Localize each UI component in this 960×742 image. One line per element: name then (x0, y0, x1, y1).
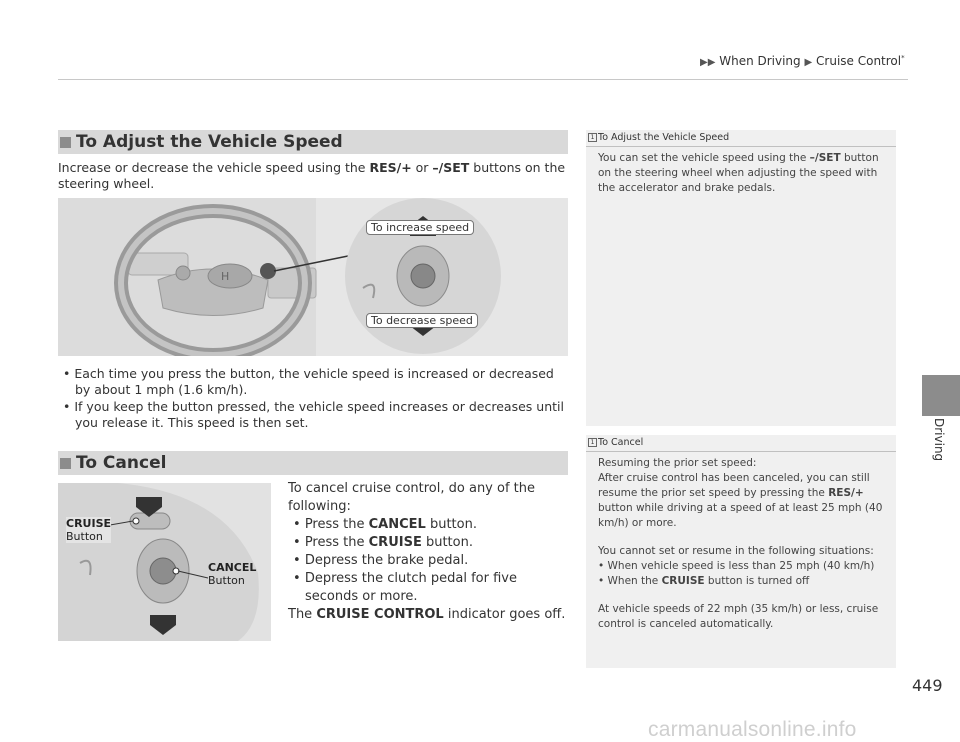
asterisk: * (901, 54, 905, 62)
text: When vehicle speed is less than 25 mph (40 km/h) (607, 560, 875, 572)
sidebar-tab[interactable] (922, 375, 960, 416)
cruise-label-sub: Button (66, 530, 103, 543)
text: Depress the brake pedal. (304, 553, 469, 568)
steering-wheel-icon (58, 198, 568, 356)
cancel-buttons-illustration (58, 483, 271, 641)
text: indicator goes off. (443, 607, 566, 622)
svg-text:H: H (221, 270, 230, 283)
text: After cruise control has been canceled, you can still resume the prior set speed by pressing the (598, 472, 870, 499)
cruise-label: CRUISE (661, 575, 705, 587)
square-bullet-icon (60, 458, 71, 469)
text: When the (607, 575, 662, 587)
note-title (586, 130, 896, 143)
list-item: • When the CRUISE button is turned off (598, 575, 810, 587)
text: The (288, 607, 317, 622)
set-label: –/SET (432, 160, 470, 175)
section-heading (58, 130, 568, 154)
note-paragraph: At vehicle speeds of 22 mph (35 km/h) or less, cruise control is canceled automatically. (598, 603, 879, 630)
indicator-label: CRUISE CONTROL (316, 607, 444, 622)
reference-icon: 1 (588, 133, 597, 142)
cancel-label-sub: Button (208, 574, 245, 587)
list-item: • Press the CANCEL button. (293, 517, 477, 532)
text: button is turned off (704, 575, 810, 587)
text: Press the (304, 517, 369, 532)
section-title: To Cancel (76, 453, 167, 473)
text: Press the (304, 535, 369, 550)
bullet-text: If you keep the button pressed, the vehicle speed increases or decreases until you release it. This speed is then set. (74, 399, 564, 430)
header-divider (58, 79, 908, 80)
square-bullet-icon (60, 137, 71, 148)
cancel-button-label (208, 561, 256, 587)
page-number: 449 (912, 676, 943, 695)
note-body (586, 147, 896, 196)
breadcrumb-arrow-icon: ▶ (804, 57, 813, 68)
cruise-button-label (66, 517, 111, 543)
cancel-intro: To cancel cruise control, do any of the following: (288, 481, 535, 514)
res-label: RES/+ (369, 160, 412, 175)
text: Depress the clutch pedal for five seconds or more. (304, 571, 517, 604)
list-item: • If you keep the button pressed, the vehicle speed increases or decreases until you release it. This speed is then set. (63, 399, 564, 430)
text: button. (421, 535, 473, 550)
watermark: carmanualsonline.info (648, 718, 857, 741)
list-item: • Press the CRUISE button. (293, 535, 473, 550)
set-label: –/SET (809, 152, 841, 164)
note-adjust-box (586, 130, 896, 426)
steering-wheel-illustration (58, 198, 568, 356)
note-cancel-box (586, 435, 896, 668)
cruise-label: CRUISE (66, 517, 112, 530)
increase-speed-callout: To increase speed (366, 220, 474, 235)
sidebar-label-text: Driving (932, 418, 946, 462)
note-paragraph: Resuming the prior set speed: (598, 457, 757, 469)
cancel-text (288, 480, 573, 624)
spacer (598, 531, 884, 544)
cancel-label: CANCEL (208, 561, 257, 574)
sidebar-label (928, 418, 948, 478)
breadcrumb (700, 54, 905, 68)
adjust-bullets (58, 366, 570, 431)
note-title-text[interactable]: To Cancel (598, 437, 644, 448)
decrease-speed-callout: To decrease speed (366, 313, 478, 328)
section-heading (58, 451, 568, 475)
text: button on the steering wheel when adjusting the speed with the accelerator and brake pedals. (598, 152, 879, 194)
bullet-text: Each time you press the button, the vehicle speed is increased or decreased by about 1 mph (1.6 km/h). (74, 366, 554, 397)
list-item: • Depress the clutch pedal for five seconds or more. (293, 571, 517, 604)
breadcrumb-item[interactable]: When Driving (719, 54, 801, 68)
list-item: • Depress the brake pedal. (293, 553, 469, 568)
note-title-text[interactable]: To Adjust the Vehicle Speed (598, 132, 730, 143)
note-body (586, 452, 896, 632)
res-label: RES/+ (828, 487, 864, 499)
list-item: • When vehicle speed is less than 25 mph (40 km/h) (598, 560, 875, 572)
text: Increase or decrease the vehicle speed using the (58, 160, 370, 175)
breadcrumb-item[interactable]: Cruise Control (816, 54, 902, 68)
text: button. (425, 517, 477, 532)
list-item: • Each time you press the button, the vehicle speed is increased or decreased by about 1 mph (1.6 km/h). (63, 366, 554, 397)
adjust-intro (58, 160, 568, 192)
cruise-label: CRUISE (368, 535, 422, 550)
note-paragraph (598, 471, 884, 531)
text: button while driving at a speed of at least 25 mph (40 km/h) or more. (598, 502, 883, 529)
spacer (598, 589, 884, 602)
cancel-label: CANCEL (368, 517, 426, 532)
cancel-outro (288, 606, 573, 624)
note-title (586, 435, 896, 448)
breadcrumb-arrow-icon: ▶▶ (700, 57, 716, 68)
text: buttons on the steering wheel. (58, 160, 566, 191)
text: You can set the vehicle speed using the (598, 152, 810, 164)
section-title: To Adjust the Vehicle Speed (76, 132, 343, 152)
reference-icon: 1 (588, 438, 597, 447)
note-paragraph: You cannot set or resume in the following situations: (598, 545, 874, 557)
text: or (411, 160, 433, 175)
